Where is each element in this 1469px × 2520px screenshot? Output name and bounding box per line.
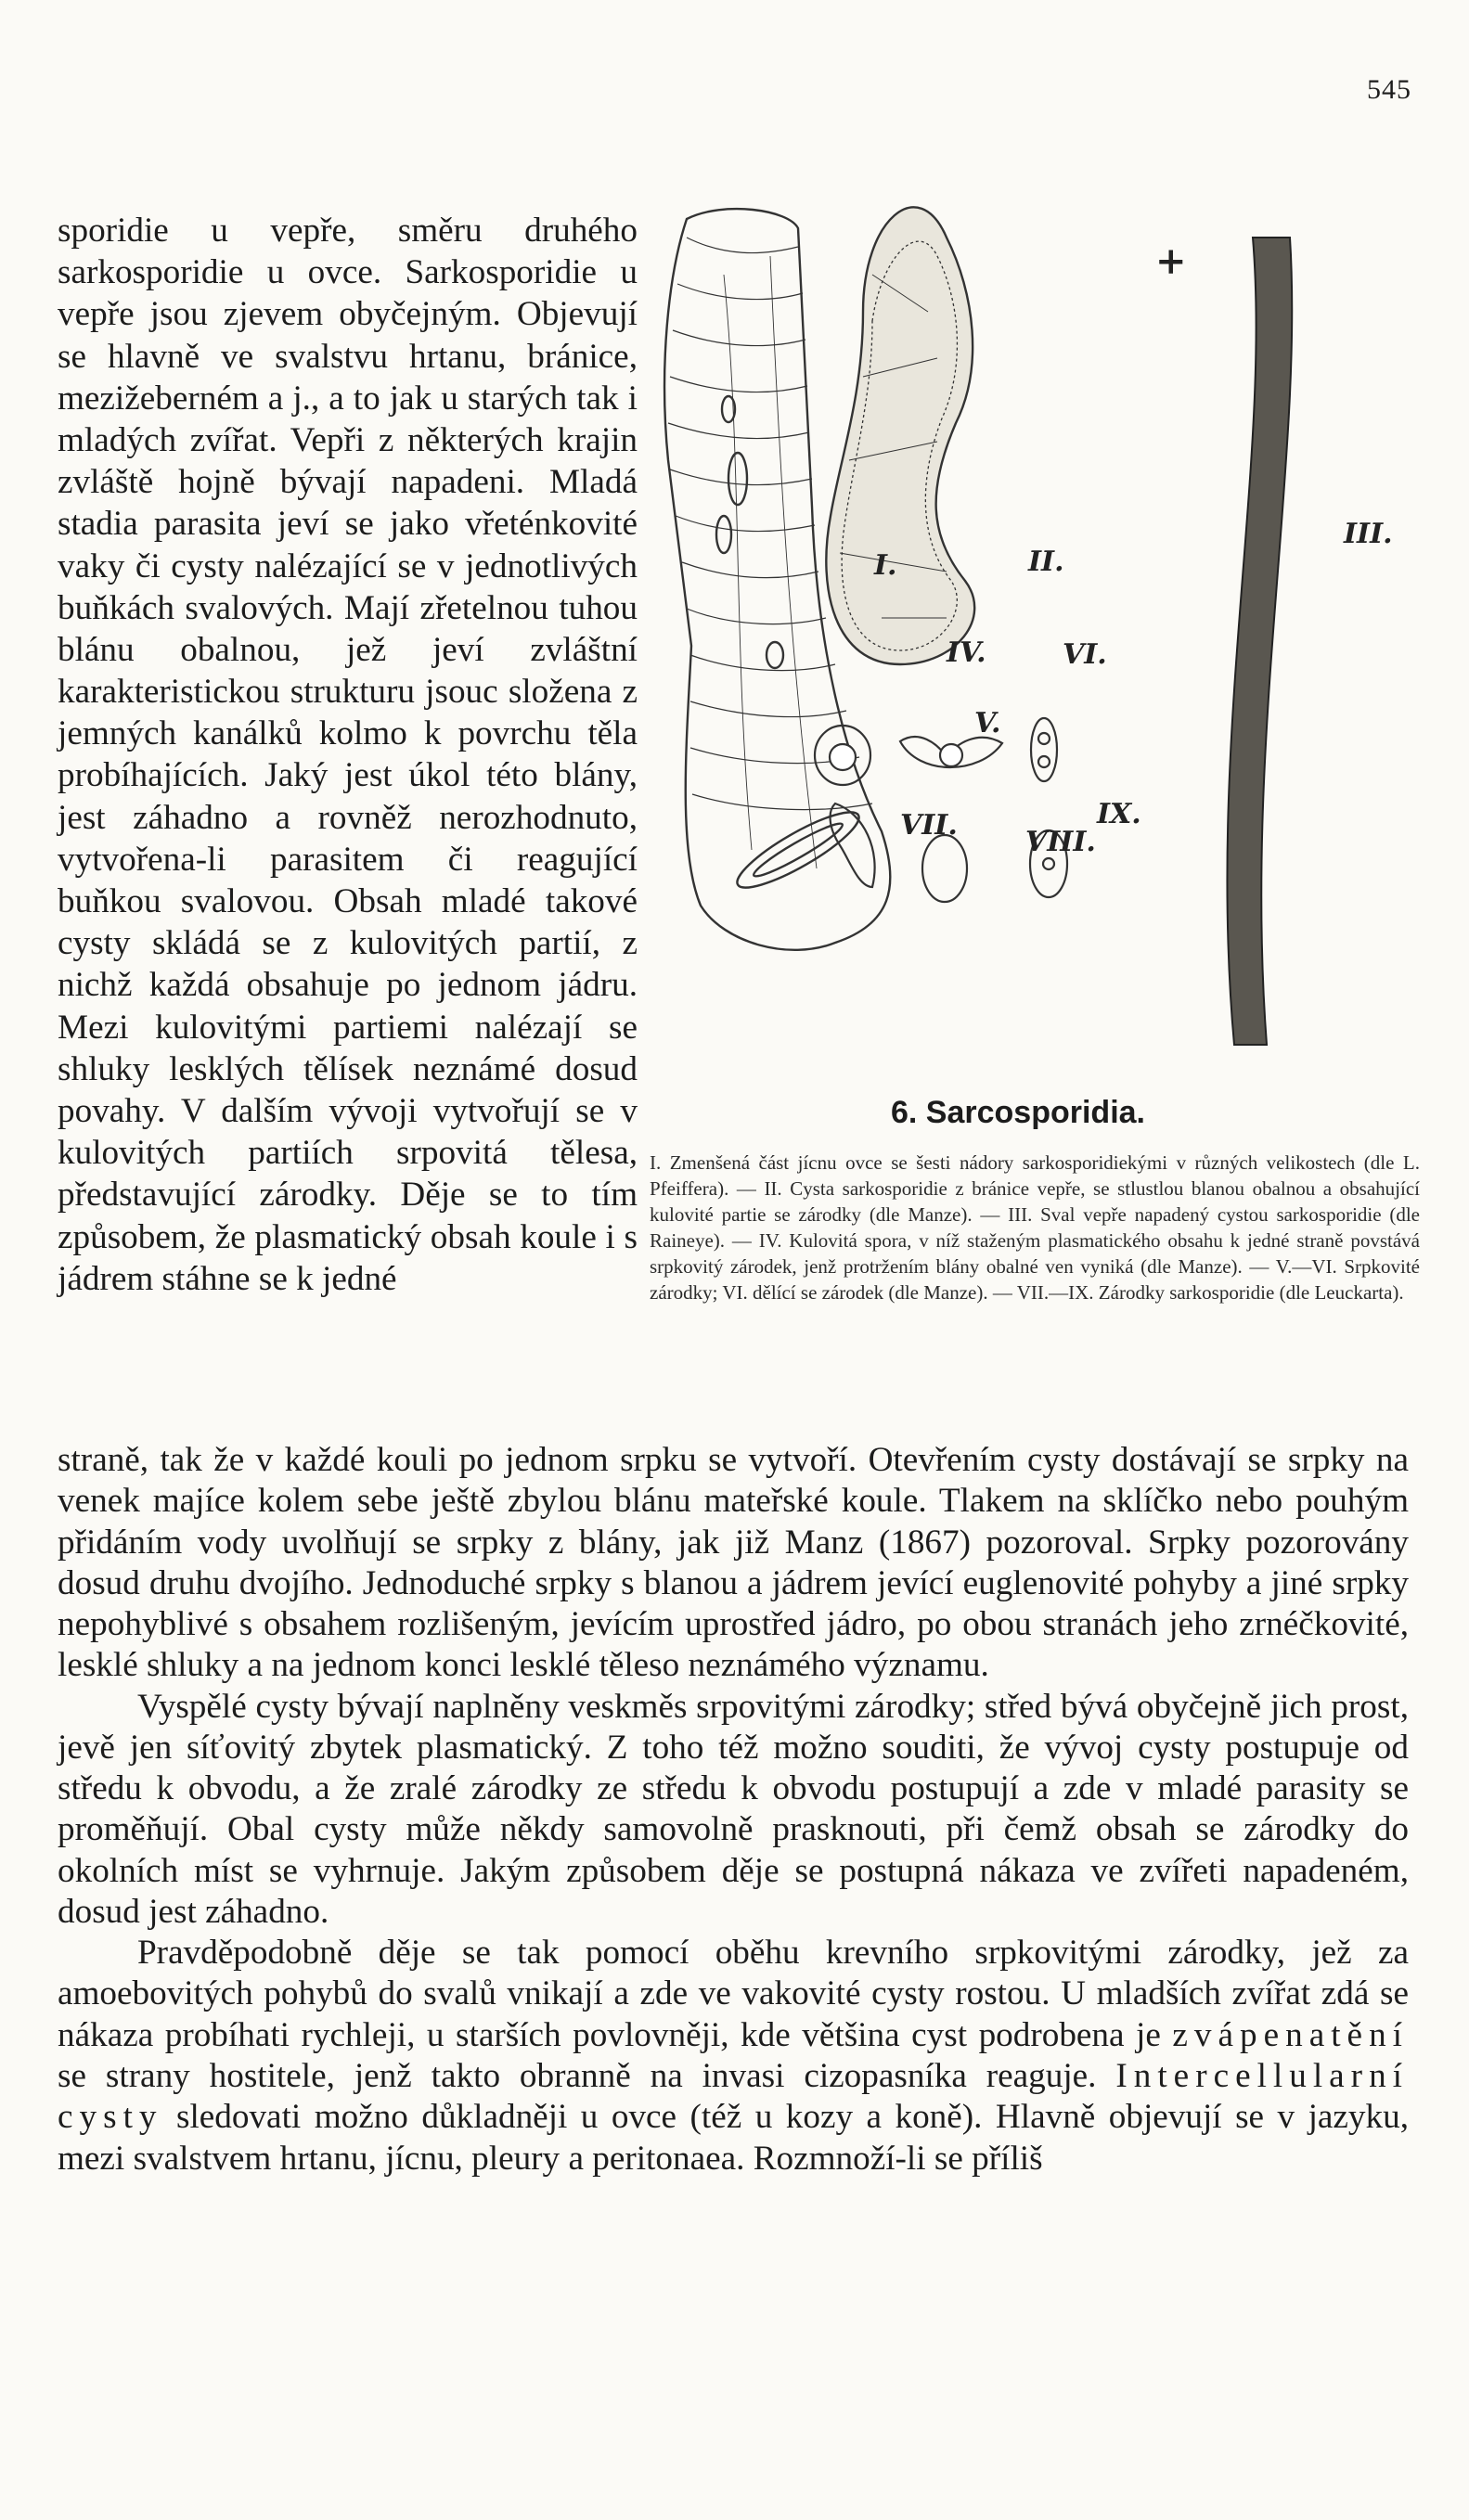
figure-illustration [650, 182, 1420, 1100]
label-II: II. [1028, 546, 1064, 578]
continuation-paragraph: straně, tak že v každé kouli po jednom srpku se vytvoří. Otevřením cysty dostávají se srpky na venek majíce kolem sebe ještě zbylou blánu mateřské koule. Tlakem na sklíčko nebo pouhým přidáním vody uvolňují se srpky z blány, jak již Manz (1867) pozoroval. Srpky pozorovány dosud druhu dvojího. Jednoduché srpky s blanou a jádrem jevící euglenovité pohyby a jiné srpky nepohyblivé s obsahem rozlišeným, jevícím uprostřed jádro, po obou stranách jeho zrnéčkovité, lesklé shluky a na jednom konci lesklé těleso neznámého významu. [58, 1441, 1409, 1685]
specimen-V-sickle-germ [900, 737, 1002, 767]
label-V: V. [974, 707, 1001, 739]
figure-caption: I. Zmenšená část jícnu ovce se šesti nádory sarkosporidiekými v různých velikostech (dle L. Pfeiffera). — II. Cysta sarkosporidie z bránice vepře, se stlustlou blanou obalnou a obsahující kulovité partie se zárodky (dle Manze). — III. Sval vepře napadený cystou sarkosporidie (dle Raineye). — IV. Kulovitá spora, v níž staženým plasmatického obsahu k jedné straně povstává srpkovitý zárodek, jenž protržením blány obalné ven vyniká (dle Manze). — V.—VI. Srpkovité zárodky; VI. dělící se zárodek (dle Manze). — VII.—IX. Zárodky sarkosporidie (dle Leuckarta). [650, 1151, 1420, 1304]
wrapped-text-column [58, 210, 638, 1300]
paragraph-3-part-b: se strany hostitele, jenž takto obranně na invasi cizopasníka reaguje. [58, 2056, 1097, 2095]
label-IX: IX. [1097, 798, 1141, 830]
figure-title: 6. Sarcosporidia. [891, 1095, 1145, 1130]
paragraph-2: Vyspělé cysty bývají naplněny veskměs srpovitými zárodky; střed bývá obyčejně jich prost, jevě jen síťovitý zbytek plasmatický. Z toho též možno souditi, že vývoj cysty postupuje od středu k obvodu, a že zralé zárodky ze středu k obvodu postupují a zde v mladé parasity se proměňují. Obal cysty může někdy samovolně prasknouti, při čemž obsah se zárodky do okolních míst se vyhrnuje. Jakým způsobem děje se postupná nákaza ve zvířeti napadeném, dosud jest záhadno. [58, 1687, 1409, 1931]
specimen-IV-spore [815, 726, 870, 785]
spaced-term-intercellular: Intercellularní cysty [58, 2056, 1409, 2137]
specimen-VI-dividing-germ [1031, 718, 1057, 781]
label-I: I. [874, 549, 897, 582]
figure-sarcosporidia [650, 182, 1420, 1110]
page-number: 545 [1367, 74, 1411, 105]
column-paragraph: sporidie u vepře, směru druhého sarkosporidie u ovce. Sarkosporidie u vepře jsou zjevem obyčejným. Objevují se hlavně ve svalstvu hrtanu, bránice, mezižeberném a j., a to jak u starých tak i mladých zvířat. Vepři z některých krajin zvláště hojně bývají napadeni. Mladá stadia parasita jeví se jako vřeténkovité vaky či cysty nalézající se v jednotlivých buňkách svalových. Mají zřetelnou tuhou blánu obalnou, jež jeví zvláštní karakteristickou strukturu jsouc složena z jemných kanálků kolmo k povrchu těla probíhajících. Jaký jest úkol této blány, jest záhadno a rovněž nerozhodnuto, vytvořena-li parasitem či reagující buňkou svalovou. Obsah mladé takové cysty skládá se z kulovitých partií, z nichž každá obsahuje po jednom jádru. Mezi kulovitými partiemi nalézají se shluky lesklých tělísek neznámé dosud povahy. V dalším vývoji vytvořují se v kulovitých partiích srpovitá tělesa, představující zárodky. Děje se to tím způsobem, že plasmatický obsah koule i s jádrem stáhne se k jedné [58, 212, 638, 1298]
paragraph-3-part-a: Pravděpodobně děje se tak pomocí oběhu krevního srpkovitými zárodky, jež za amoebovitých pohybů do svalů vnikají a zde ve vakovité cysty rostou. U mladších zvířat zdá se nákaza probíhati rychleji, u starších povlovněji, kde většina cyst podrobena je [58, 1934, 1409, 2054]
paragraph-3 [58, 1933, 1409, 2179]
spaced-term-calcification: zvápenatění [1172, 2015, 1409, 2054]
label-VIII: VIII. [1025, 826, 1096, 858]
paragraph-3-part-c: sledovati možno důkladněji u ovce (též u kozy a koně). Hlavně objevují se v jazyku, mezi svalstvem hrtanu, jícnu, pleury a peritonaea. Rozmnoží-li se příliš [58, 2098, 1410, 2178]
specimen-II-cyst [826, 207, 974, 664]
label-III: III. [1344, 518, 1393, 550]
specimen-VIII-germ [922, 835, 967, 902]
body-text [58, 1440, 1409, 2179]
specimen-III-muscle-strip [1227, 238, 1292, 1045]
label-VII: VII. [900, 809, 958, 842]
label-cross: + [1155, 239, 1187, 283]
label-IV: IV. [947, 636, 986, 669]
label-VI: VI. [1063, 638, 1107, 671]
